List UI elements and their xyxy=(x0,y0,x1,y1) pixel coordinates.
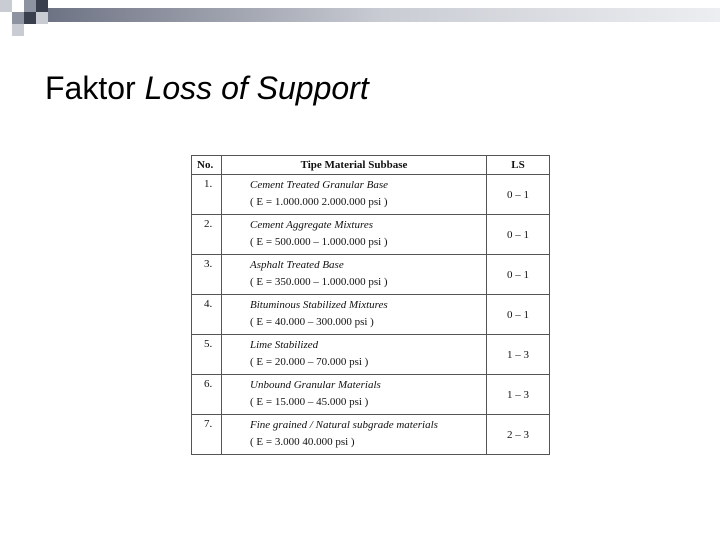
row-material xyxy=(222,375,487,415)
material-modulus: ( E = 40.000 – 300.000 psi ) xyxy=(250,316,374,328)
table-row xyxy=(192,295,550,335)
row-no: 6. xyxy=(192,375,222,415)
header-no: No. xyxy=(192,156,222,175)
row-ls: 2 – 3 xyxy=(487,415,550,455)
row-material xyxy=(222,255,487,295)
row-no: 1. xyxy=(192,175,222,215)
row-material xyxy=(222,335,487,375)
material-name: Cement Aggregate Mixtures xyxy=(250,219,374,231)
table-row xyxy=(192,255,550,295)
material-name: Lime Stabilized xyxy=(250,339,319,351)
material-modulus: ( E = 20.000 – 70.000 psi ) xyxy=(250,356,369,368)
row-ls: 0 – 1 xyxy=(487,295,550,335)
material-name: Fine grained / Natural subgrade materials xyxy=(250,419,438,431)
row-ls: 1 – 3 xyxy=(487,375,550,415)
material-modulus: ( E = 1.000.000 2.000.000 psi ) xyxy=(250,196,388,208)
table-row xyxy=(192,375,550,415)
material-modulus: ( E = 3.000 40.000 psi ) xyxy=(250,436,355,448)
title-italic: Loss of Support xyxy=(144,70,369,106)
row-material xyxy=(222,415,487,455)
row-material xyxy=(222,295,487,335)
header-material: Tipe Material Subbase xyxy=(222,156,487,175)
table-row xyxy=(192,335,550,375)
row-no: 3. xyxy=(192,255,222,295)
material-name: Asphalt Treated Base xyxy=(250,259,344,271)
table-header-row xyxy=(192,156,550,175)
title-plain: Faktor xyxy=(45,70,136,106)
row-no: 5. xyxy=(192,335,222,375)
row-no: 4. xyxy=(192,295,222,335)
row-ls: 0 – 1 xyxy=(487,255,550,295)
row-material xyxy=(222,175,487,215)
loss-of-support-table xyxy=(191,155,550,455)
table-row xyxy=(192,215,550,255)
table-row xyxy=(192,175,550,215)
table-row xyxy=(192,415,550,455)
material-modulus: ( E = 15.000 – 45.000 psi ) xyxy=(250,396,369,408)
material-name: Bituminous Stabilized Mixtures xyxy=(250,299,388,311)
loss-of-support-table-container xyxy=(191,155,549,455)
row-no: 7. xyxy=(192,415,222,455)
material-modulus: ( E = 500.000 – 1.000.000 psi ) xyxy=(250,236,388,248)
header-ls: LS xyxy=(487,156,550,175)
material-name: Cement Treated Granular Base xyxy=(250,179,388,191)
row-ls: 0 – 1 xyxy=(487,175,550,215)
row-material xyxy=(222,215,487,255)
material-modulus: ( E = 350.000 – 1.000.000 psi ) xyxy=(250,276,388,288)
slide-title xyxy=(45,70,369,107)
row-no: 2. xyxy=(192,215,222,255)
decorative-header-bar xyxy=(0,0,720,36)
row-ls: 0 – 1 xyxy=(487,215,550,255)
material-name: Unbound Granular Materials xyxy=(250,379,381,391)
row-ls: 1 – 3 xyxy=(487,335,550,375)
